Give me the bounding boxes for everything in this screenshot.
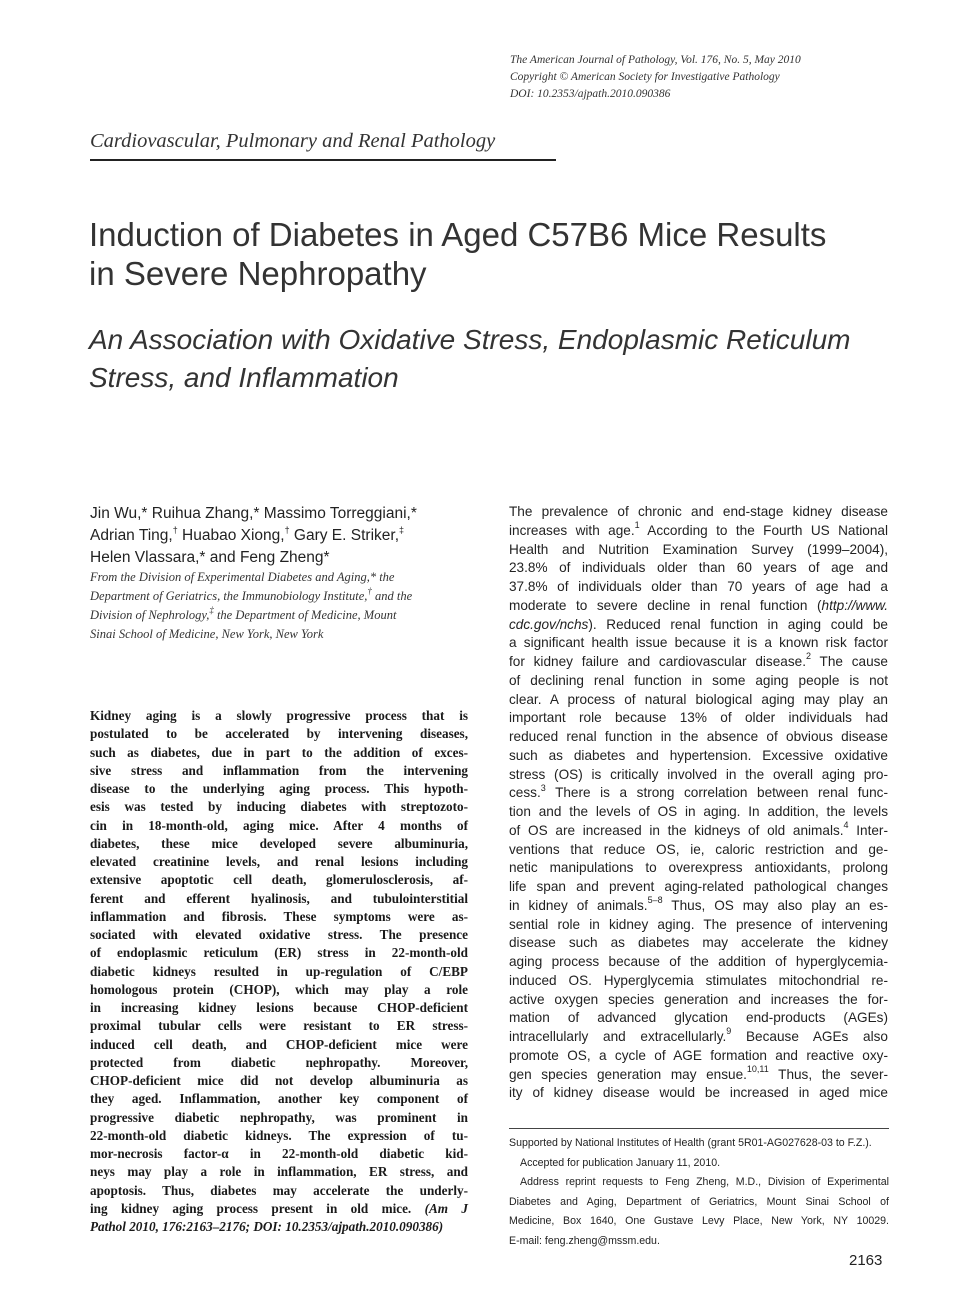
abstract-line: elevated creatinine levels, and renal lesions including xyxy=(90,854,468,869)
body-text-span: intracellularly and extracellularly. xyxy=(509,1029,727,1044)
footnotes xyxy=(509,1134,889,1251)
abstract-line: sive stress and inflammation from the intervening xyxy=(90,762,468,778)
body-text-span: cess. xyxy=(509,785,541,801)
abstract-text: ing kidney aging process present in old mice. xyxy=(90,1200,412,1216)
author-mark: * xyxy=(141,505,148,522)
author-mark: * xyxy=(199,549,206,566)
url-link[interactable]: http://www. xyxy=(821,597,888,613)
body-line: stress (OS) is critically involved in the overall aging pro- xyxy=(509,766,888,782)
affiliation-mark: * xyxy=(369,570,377,584)
body-line: such as diabetes and hypertension. Excessive oxidative xyxy=(509,747,888,763)
author-mark: ‡ xyxy=(399,524,405,535)
article-title xyxy=(89,215,949,293)
affiliation-text: the xyxy=(376,570,395,584)
body-line: clear. A process of natural biological aging may play an xyxy=(509,691,888,707)
abstract-line: in increasing kidney lesions because CHOP-deficient xyxy=(90,1000,468,1015)
abstract-line: ferent and efferent hyalinosis, and tubulointerstitial xyxy=(90,890,468,906)
journal-doi: DOI: 10.2353/ajpath.2010.090386 xyxy=(510,88,671,100)
body-line: aging process because of the addition of hyperglycemia- xyxy=(509,954,888,969)
abstract-line: apoptosis. Thus, diabetes may accelerate the underly- xyxy=(90,1182,468,1198)
body-text-span: Thus, the sever- xyxy=(768,1066,888,1082)
abstract-line: protected from diabetic nephropathy. Moreover, xyxy=(90,1054,468,1070)
email-link[interactable]: E-mail: feng.zheng@mssm.edu. xyxy=(509,1234,660,1247)
body-line: 37.8% of individuals older than 70 years of age had a xyxy=(509,579,888,594)
body-line: The prevalence of chronic and end-stage kidney disease xyxy=(509,504,888,519)
body-line xyxy=(509,897,888,916)
abstract-line: CHOP-deficient mice did not develop albuminuria as xyxy=(90,1073,468,1088)
abstract-line: postulated to be accelerated by intervening diseases, xyxy=(90,726,468,742)
affiliation-line xyxy=(90,625,480,644)
section-rule xyxy=(90,159,556,161)
author-line xyxy=(90,547,490,569)
abstract-line: sociated with elevated oxidative stress. The presence xyxy=(90,927,468,942)
body-text-span: moderate to severe decline in renal function ( xyxy=(509,597,822,613)
body-text-span: in kidney of animals. xyxy=(509,897,648,913)
section-heading: Cardiovascular, Pulmonary and Renal Pathology xyxy=(90,130,496,152)
affiliation-line xyxy=(90,606,480,625)
body-line: a significant health issue because it is a known risk factor xyxy=(509,635,888,651)
body-line xyxy=(509,1028,888,1047)
subtitle-line: Stress, and Inflammation xyxy=(89,362,399,393)
abstract-line: mor-necrosis factor-α in 22-month-old diabetic kid- xyxy=(90,1146,468,1161)
abstract-line: inflammation and fibrosis. These symptoms were as- xyxy=(90,908,468,924)
reference-mark: 2 xyxy=(805,651,811,662)
abstract-line: such as diabetes, due in part to the addition of exces- xyxy=(90,744,468,760)
author-name: Jin Wu, xyxy=(90,505,142,522)
affiliation-mark: ‡ xyxy=(209,604,214,615)
affiliation-mark: † xyxy=(367,585,372,596)
abstract-line: homologous protein (CHOP), which may play a role xyxy=(90,981,468,997)
journal-citation: The American Journal of Pathology, Vol. 176, No. 5, May 2010 xyxy=(510,54,801,66)
reprint-note-line: Medicine, Box 1640, One Gustave Levy Place, New York, NY 10029. xyxy=(509,1215,889,1227)
body-line: netic manipulations to overexpress antioxidants, prolong xyxy=(509,860,888,876)
body-line: ity of kidney disease would be increased in aged mice xyxy=(509,1085,888,1101)
author-name: Adrian Ting, xyxy=(90,527,173,544)
author-name: Massimo Torreggiani, xyxy=(259,505,411,522)
body-line: Health and Nutrition Examination Survey (1999–2004), xyxy=(509,541,888,557)
affiliation-line xyxy=(90,568,480,587)
abstract-body xyxy=(90,707,468,1200)
affiliation xyxy=(90,568,480,644)
body-line: active oxygen species generation and increases the for- xyxy=(509,991,888,1007)
abstract-line: neys may play a role in inflammation, ER stress, and xyxy=(90,1164,468,1180)
body-line: induced OS. Hyperglycemia stimulates mitochondrial re- xyxy=(509,972,888,988)
url-link[interactable]: cdc.gov/nchs xyxy=(509,616,589,632)
author-name: Gary E. Striker, xyxy=(289,527,399,544)
abstract-line: extensive apoptotic cell death, glomerulosclerosis, af- xyxy=(90,872,468,888)
affiliation-text: From the Division of Experimental Diabetes and Aging, xyxy=(90,570,370,584)
body-line xyxy=(509,653,888,672)
abstract-citation: Pathol 2010, 176:2163–2176; DOI: 10.2353/ajpath.2010.090386) xyxy=(90,1219,444,1234)
body-text-span: According to the Fourth US National xyxy=(639,522,888,538)
author-mark: * xyxy=(253,505,260,522)
abstract-line: Kidney aging is a slowly progressive process that is xyxy=(90,708,468,723)
affiliation-text: and the xyxy=(371,589,413,603)
affiliation-line xyxy=(90,587,480,606)
body-line xyxy=(509,822,888,841)
author-line xyxy=(90,503,490,525)
title-line: Induction of Diabetes in Aged C57B6 Mice Results xyxy=(89,216,827,253)
reference-mark: 9 xyxy=(726,1026,732,1037)
journal-info xyxy=(510,52,930,103)
body-line xyxy=(509,616,888,635)
author-mark: * xyxy=(410,505,417,522)
body-line xyxy=(509,1063,888,1085)
body-line xyxy=(509,597,888,616)
body-text-span: ). Reduced renal function in aging could be xyxy=(588,616,888,632)
body-line: important role because 13% of older individuals had xyxy=(509,710,888,726)
abstract-line: induced cell death, and CHOP-deficient mice were xyxy=(90,1036,468,1052)
body-line: disease such as diabetes may accelerate the kidney xyxy=(509,935,888,951)
body-text-span: There is a strong correlation between renal func- xyxy=(545,785,888,801)
body-text-span: increases with age. xyxy=(509,522,635,538)
body-text-span: The cause xyxy=(811,654,888,669)
abstract-line: diabetic kidneys resulted in up-regulation of C/EBP xyxy=(90,963,468,979)
body-line: reduced renal function in the absence of obvious disease xyxy=(509,729,888,744)
reference-mark: 4 xyxy=(843,820,849,831)
affiliation-text: the Department of Medicine, Mount xyxy=(213,608,397,622)
abstract-line: cin in 18-month-old, aging mice. After 4 months of xyxy=(90,817,468,833)
author-list xyxy=(90,503,490,569)
body-text-span: Inter- xyxy=(848,822,888,838)
affiliation-text: Department of Geriatrics, the Immunobiology Institute, xyxy=(90,589,368,603)
author-mark: † xyxy=(284,524,290,535)
journal-copyright: Copyright © American Society for Investigative Pathology xyxy=(510,71,780,83)
body-text-span: of OS are increased in the kidneys of old animals. xyxy=(509,822,844,838)
subtitle-line: An Association with Oxidative Stress, Endoplasmic Reticulum xyxy=(89,324,851,355)
reference-mark: 3 xyxy=(540,782,546,793)
accepted-note: Accepted for publication January 11, 2010. xyxy=(520,1156,721,1169)
body-line: sential role in kidney aging. The presence of intervening xyxy=(509,916,888,932)
body-line: of declining renal function in some aging people is not xyxy=(509,672,888,688)
reference-mark: 1 xyxy=(634,520,640,531)
body-line xyxy=(509,784,888,803)
abstract-line: diabetes, these mice developed severe albuminuria, xyxy=(90,835,468,851)
abstract-line: progressive diabetic nephropathy, was prominent in xyxy=(90,1109,468,1125)
reprint-note-line: Address reprint requests to Feng Zheng, M.D., Division of Experimental xyxy=(520,1176,889,1188)
affiliation-text: Division of Nephrology, xyxy=(90,608,210,622)
body-line: mation of advanced glycation end-products (AGEs) xyxy=(509,1010,888,1026)
reference-mark: 10,11 xyxy=(746,1063,769,1074)
author-mark: * xyxy=(323,549,330,566)
author-name: Ruihua Zhang, xyxy=(147,505,254,522)
body-text-span: Thus, OS may also play an es- xyxy=(662,897,888,913)
abstract-line: 22-month-old diabetic kidneys. The expression of tu- xyxy=(90,1127,468,1143)
abstract-line: esis was tested by inducing diabetes with streptozoto- xyxy=(90,799,468,815)
author-name: Helen Vlassara, xyxy=(90,549,200,566)
abstract-line: they aged. Inflammation, another key component of xyxy=(90,1091,468,1107)
reference-mark: 5–8 xyxy=(647,895,663,906)
page-number: 2163 xyxy=(849,1252,883,1269)
body-line: ventions that reduce OS, ie, caloric restriction and ge- xyxy=(509,841,888,857)
body-line: tion and the levels of OS in aging. In addition, the levels xyxy=(509,804,888,819)
abstract xyxy=(90,707,468,1236)
footnote-rule xyxy=(509,1128,889,1129)
article-subtitle xyxy=(89,321,949,397)
author-line xyxy=(90,525,490,547)
abstract-line: of endoplasmic reticulum (ER) stress in 22-month-old xyxy=(90,945,468,961)
body-line: 23.8% of individuals older than 60 years of age and xyxy=(509,560,888,576)
author-name: and Feng Zheng xyxy=(205,549,324,566)
author-name: Huabao Xiong, xyxy=(177,527,285,544)
body-text-span: Because AGEs also xyxy=(731,1029,888,1044)
body-line: life span and prevent aging-related pathological changes xyxy=(509,879,888,894)
body-text xyxy=(509,503,888,1103)
author-mark: † xyxy=(172,524,178,535)
title-line: in Severe Nephropathy xyxy=(89,255,427,292)
funding-note: Supported by National Institutes of Health (grant 5R01-AG027628-03 to F.Z.). xyxy=(509,1137,872,1149)
body-line xyxy=(509,522,888,541)
abstract-citation: (Am J xyxy=(424,1200,468,1216)
body-text-span: gen species generation may ensue. xyxy=(509,1066,747,1082)
affiliation-text: Sinai School of Medicine, New York, New York xyxy=(90,627,324,641)
abstract-line: proximal tubular cells were resistant to ER stress- xyxy=(90,1018,468,1034)
body-text-span: for kidney failure and cardiovascular disease. xyxy=(509,654,806,669)
abstract-line xyxy=(90,1200,468,1218)
body-line: promote OS, a cycle of AGE formation and reactive oxy- xyxy=(509,1047,888,1063)
abstract-line: disease to the underlying aging process. This hypoth- xyxy=(90,781,468,796)
reprint-note-line: Diabetes and Aging, Department of Geriatrics, Mount Sinai School of xyxy=(509,1195,889,1208)
